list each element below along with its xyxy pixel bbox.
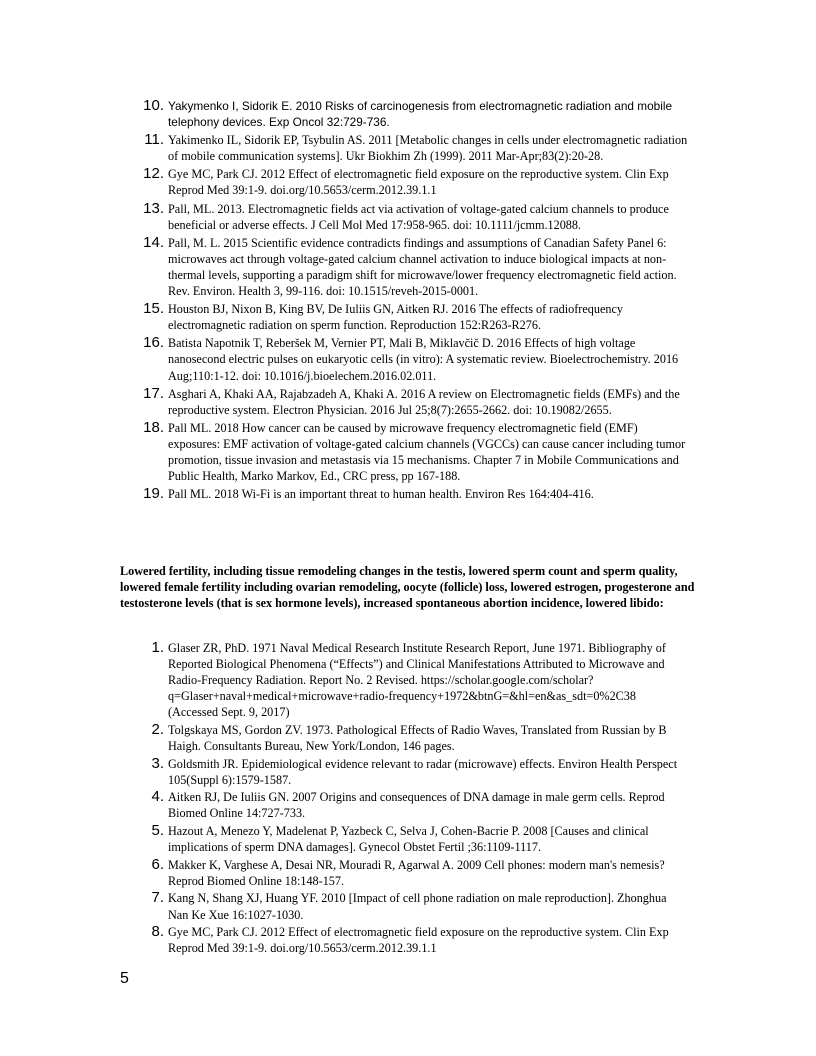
- reference-list-fertility: [108, 640, 688, 958]
- reference-text: Yakimenko IL, Sidorik EP, Tsybulin AS. 2011 [Metabolic changes in cells under electromagnetic radiation of mobile communication systems]. Ukr Biokhim Zh (1999). 2011 Mar-Apr;83(2):20-28.: [168, 133, 688, 164]
- reference-number: 15.: [143, 300, 164, 318]
- reference-item: [108, 132, 688, 164]
- reference-text: Asghari A, Khaki AA, Rajabzadeh A, Khaki A. 2016 A review on Electromagnetic fields (EMFs) and the reproductive system. Electron Physician. 2016 Jul 25;8(7):2655-2662. doi: 10.19082/2655.: [168, 386, 680, 417]
- reference-item: [108, 98, 688, 130]
- reference-number: 1.: [151, 639, 164, 656]
- reference-item: [108, 823, 688, 855]
- reference-item: [108, 756, 688, 788]
- reference-text: Pall ML. 2018 How cancer can be caused by microwave frequency electromagnetic field (EMF) exposures: EMF activation of voltage-gated calcium channels (VGCCs) can cause cancer including tumor promotion, tissue invasion and metastasis via 15 mechanisms. Chapter 7 in Mobile Communications and Public Health, Marko Markov, Ed., CRC press, pp 167-188.: [168, 420, 686, 484]
- reference-item: [108, 486, 688, 502]
- reference-number: 6.: [151, 855, 164, 873]
- reference-number: 5.: [151, 822, 164, 840]
- reference-text: Makker K, Varghese A, Desai NR, Mouradi R, Agarwal A. 2009 Cell phones: modern man's nemesis? Reprod Biomed Online 18:148-157.: [168, 857, 665, 888]
- reference-number: 10.: [143, 97, 164, 114]
- reference-item: [108, 235, 688, 299]
- reference-text: Gye MC, Park CJ. 2012 Effect of electromagnetic field exposure on the reproductive system. Clin Exp Reprod Med 39:1-9. doi.org/10.5653/cerm.2012.39.1.1: [168, 167, 669, 198]
- reference-item: [108, 166, 688, 198]
- reference-text: Yakymenko I, Sidorik E. 2010 Risks of carcinogenesis from electromagnetic radiation and mobile telephony devices. Exp Oncol 32:729-736.: [168, 99, 673, 130]
- reference-number: 11.: [144, 131, 164, 149]
- reference-item: [108, 386, 688, 418]
- page-number: 5: [120, 970, 129, 987]
- reference-text: Tolgskaya MS, Gordon ZV. 1973. Pathological Effects of Radio Waves, Translated from Russian by B Haigh. Consultants Bureau, New York/London, 146 pages.: [168, 722, 667, 754]
- reference-item: [108, 857, 688, 889]
- reference-text: Glaser ZR, PhD. 1971 Naval Medical Research Institute Research Report, June 1971. Bibliography of Reported Biological Phenomena (“Effects”) and Clinical Manifestations Attributed to Microwave and Radio-Frequency Radiation. Report No. 2 Revised. https://scholar.google.com/scholar?q=Glaser+naval+medical+microwave+radio-frequency+1972&btnG=&hl=en&as_sdt=0%2C38 (Accessed Sept. 9, 2017): [168, 641, 666, 720]
- reference-number: 13.: [143, 199, 164, 217]
- section-heading: Lowered fertility, including tissue remodeling changes in the testis, lowered sperm count and sperm quality, lowered female fertility including ovarian remodeling, oocyte (follicle) loss, lowered estrogen, progesterone and testosterone levels (that is sex hormone levels), increased spontaneous abortion incidence, lowered libido:: [120, 564, 695, 610]
- reference-item: [108, 722, 688, 754]
- reference-text: Gye MC, Park CJ. 2012 Effect of electromagnetic field exposure on the reproductive system. Clin Exp Reprod Med 39:1-9. doi.org/10.5653/cerm.2012.39.1.1: [168, 925, 669, 956]
- reference-text: Kang N, Shang XJ, Huang YF. 2010 [Impact of cell phone radiation on male reproduction]. Zhonghua Nan Ke Xue 16:1027-1030.: [168, 891, 667, 922]
- reference-item: [108, 420, 688, 484]
- reference-number: 19.: [143, 485, 164, 503]
- reference-number: 17.: [143, 384, 164, 402]
- reference-text: Goldsmith JR. Epidemiological evidence relevant to radar (microwave) effects. Environ Health Perspect 105(Suppl 6):1579-1587.: [168, 756, 678, 787]
- reference-text: Batista Napotnik T, Reberšek M, Vernier PT, Mali B, Miklavčič D. 2016 Effects of high voltage nanosecond electric pulses on eukaryotic cells (in vitro): A systematic review. Bioelectrochemistry. 2016 Aug;110:1-12. doi: 10.1016/j.bioelechem.2016.02.011.: [168, 336, 679, 383]
- reference-text: Hazout A, Menezo Y, Madelenat P, Yazbeck C, Selva J, Cohen-Bacrie P. 2008 [Causes and clinical implications of sperm DNA damages]. Gynecol Obstet Fertil ;36:1109-1117.: [168, 824, 649, 855]
- reference-number: 7.: [151, 889, 164, 907]
- reference-text: Pall, M. L. 2015 Scientific evidence contradicts findings and assumptions of Canadian Safety Panel 6: microwaves act through voltage-gated calcium channel activation to induce biological impacts at non-thermal levels, supporting a paradigm shift for microwave/lower frequency electromagnetic field action. Rev. Environ. Health 3, 99-116. doi: 10.1515/reveh-2015-0001.: [168, 235, 677, 299]
- reference-item: [108, 924, 688, 956]
- reference-item: [108, 640, 688, 720]
- reference-number: 12.: [143, 165, 164, 183]
- reference-item: [108, 335, 688, 383]
- reference-number: 8.: [151, 923, 164, 941]
- reference-text: Houston BJ, Nixon B, King BV, De Iuliis GN, Aitken RJ. 2016 The effects of radiofrequency electromagnetic radiation on sperm function. Reproduction 152:R263-R276.: [168, 302, 623, 333]
- reference-number: 14.: [143, 233, 164, 251]
- reference-item: [108, 789, 688, 821]
- reference-text: Pall ML. 2018 Wi-Fi is an important threat to human health. Environ Res 164:404-416.: [168, 487, 594, 502]
- reference-number: 16.: [143, 334, 164, 352]
- reference-item: [108, 890, 688, 922]
- reference-number: 4.: [151, 788, 164, 806]
- reference-text: Pall, ML. 2013. Electromagnetic fields act via activation of voltage-gated calcium channels to produce beneficial or adverse effects. J Cell Mol Med 17:958-965. doi: 10.1111/jcmm.12088.: [168, 201, 669, 232]
- reference-number: 3.: [151, 754, 164, 772]
- reference-number: 18.: [143, 418, 164, 436]
- reference-item: [108, 301, 688, 333]
- reference-item: [108, 201, 688, 233]
- reference-text: Aitken RJ, De Iuliis GN. 2007 Origins and consequences of DNA damage in male germ cells. Reprod Biomed Online 14:727-733.: [168, 790, 665, 821]
- reference-list-continued: [108, 98, 688, 504]
- reference-number: 2.: [151, 720, 164, 738]
